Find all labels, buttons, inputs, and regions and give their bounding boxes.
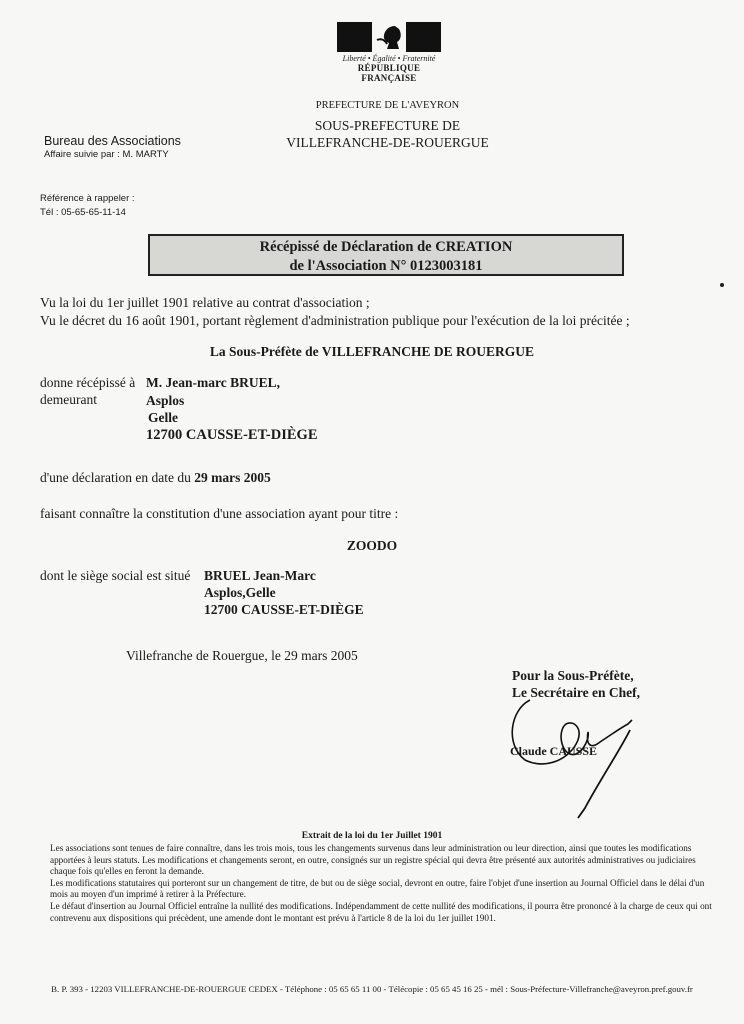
siege-line3: 12700 CAUSSE-ET-DIÈGE (204, 602, 364, 617)
logo-motto: Liberté • Égalité • Fraternité (342, 54, 436, 63)
republique-logo (333, 22, 445, 82)
authority-heading: La Sous-Préfète de VILLEFRANCHE DE ROUERGUE (209, 344, 535, 359)
signature-line2: Le Secrétaire en Chef, (512, 685, 640, 700)
logo-republique: RÉPUBLIQUE FRANÇAISE (357, 63, 421, 83)
declarant-addr3: 12700 CAUSSE-ET-DIÈGE (146, 427, 318, 443)
siege-line1: BRUEL Jean-Marc (204, 568, 316, 583)
reference-label: Référence à rappeler : (40, 193, 135, 204)
title-line1: Récépissé de Déclaration de CREATION (259, 239, 513, 255)
legal-paragraph-2: Les modifications statutaires qui porteront sur un changement de titre, de but ou de siège social, devront en outre, faire l'objet d'une insertion au Journal Officiel dans le délai d'un mois au moyen d'un imprimé à retirer à la Préfecture. (50, 877, 705, 900)
siege-line2: Asplos,Gelle (204, 585, 276, 600)
sous-prefecture-label: SOUS-PREFECTURE DE (314, 118, 461, 133)
signature-line1: Pour la Sous-Préfète, (512, 668, 634, 683)
constitution-line: faisant connaître la constitution d'une association ayant pour titre : (40, 506, 399, 521)
legal-extract (50, 843, 720, 924)
legal-paragraph-3: Le défaut d'insertion au Journal Officiel entraîne la nullité des modifications. Indépendamment de cette nullité des modifications, il pourra être prononcé à la charge de ceux qui ont contrevenu aux dispositions qui précèdent, une amende dont le montant est prévu à l'article 8 de la loi du 1er juillet 1901. (50, 900, 712, 923)
declarant-label2: demeurant (40, 392, 97, 407)
legal-title: Extrait de la loi du 1er Juillet 1901 (301, 831, 443, 841)
prefecture-label: PREFECTURE DE L'AVEYRON (315, 100, 460, 111)
association-name: ZOODO (346, 538, 398, 553)
preamble-line1: Vu la loi du 1er juillet 1901 relative au contrat d'association ; (40, 295, 370, 310)
legal-paragraph-1: Les associations sont tenues de faire connaître, dans les trois mois, tous les changements survenus dans leur administration ou leur direction, ainsi que toutes les modifications apportées à leurs statuts. Les modifications et changements seront, en outre, consignés sur un registre spécial qui devra être présenté aux autorités administratives ou judiciaires chaque fois qu'elles en feront la demande. (50, 843, 696, 877)
declarant-label1: donne récépissé à (40, 375, 136, 390)
declarant-name: M. Jean-marc BRUEL, (146, 375, 280, 390)
bureau-label: Bureau des Associations (44, 134, 181, 148)
declaration-line (40, 470, 271, 486)
ink-dot (720, 283, 724, 287)
declaration-prefix: d'une déclaration en date du (40, 470, 191, 485)
handwritten-signature-icon (500, 690, 650, 830)
affaire-label: Affaire suivie par : M. MARTY (44, 149, 169, 160)
title-line2: de l'Association N° 0123003181 (289, 258, 483, 274)
signatory-name: Claude CAUSSE (510, 744, 598, 758)
title-box (148, 234, 624, 276)
preamble-line2: Vu le décret du 16 août 1901, portant règlement d'administration publique pour l'exécution de la loi précitée ; (40, 313, 630, 328)
place-date: Villefranche de Rouergue, le 29 mars 2005 (126, 648, 358, 663)
ville-label: VILLEFRANCHE-DE-ROUERGUE (286, 135, 489, 150)
siege-label: dont le siège social est situé (40, 568, 191, 583)
marianne-icon (337, 22, 441, 52)
telephone-label: Tél : 05-65-65-11-14 (40, 207, 126, 218)
declarant-addr2: Gelle (148, 410, 178, 425)
declaration-date: 29 mars 2005 (194, 470, 271, 485)
footer-address: B. P. 393 - 12203 VILLEFRANCHE-DE-ROUERGUE CEDEX - Téléphone : 05 65 65 11 00 - Télécopie : 05 65 45 16 25 - mél : Sous-Préfecture-Villefranche@aveyron.pref.gouv.fr (51, 984, 693, 994)
declarant-addr1: Asplos (146, 393, 185, 408)
